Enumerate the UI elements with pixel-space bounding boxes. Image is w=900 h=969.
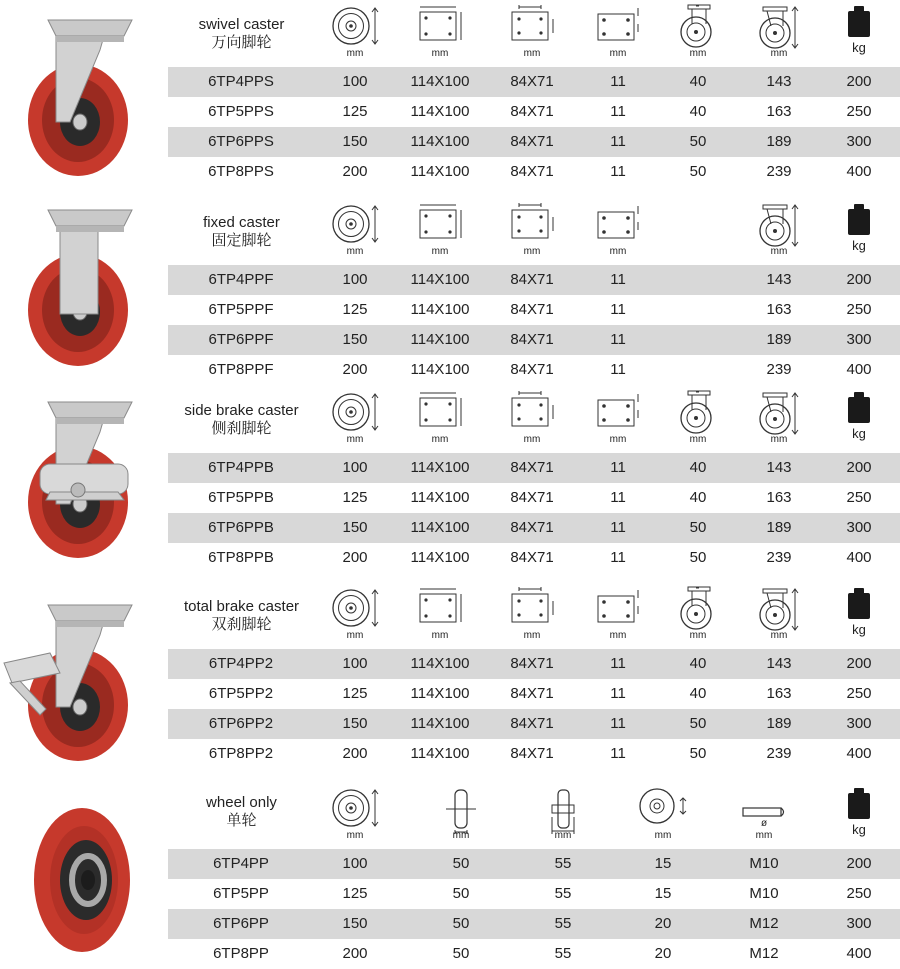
table-row: [168, 265, 900, 295]
spec-value: 100: [342, 271, 368, 288]
spec-value: 50: [689, 163, 707, 180]
unit-mm: mm: [346, 246, 364, 257]
spec-value: 11: [610, 163, 626, 180]
unit-kg: kg: [852, 238, 866, 253]
spec-value: 84X71: [510, 133, 554, 150]
spec-value: 11: [610, 655, 626, 672]
spec-value: 143: [766, 655, 792, 672]
model-number: 6TP6PPB: [208, 519, 274, 536]
unit-mm: mm: [523, 434, 541, 445]
spec-value: 11: [610, 271, 626, 288]
spec-value: 50: [689, 745, 707, 762]
spec-value: 239: [766, 163, 792, 180]
unit-mm: mm: [755, 830, 773, 841]
spec-value: 189: [766, 331, 792, 348]
table-row: [168, 679, 900, 709]
spec-value: 114X100: [410, 519, 470, 536]
weight-kg-icon: [846, 6, 872, 43]
wheel-only-title: [170, 794, 313, 830]
model-number: 6TP8PPS: [208, 163, 274, 180]
spec-value: 50: [452, 945, 470, 962]
spec-value: 100: [342, 655, 368, 672]
spec-value: 55: [554, 885, 572, 902]
unit-mm: mm: [431, 48, 449, 59]
table-row: [168, 909, 900, 939]
spec-value: 114X100: [410, 655, 470, 672]
spec-value: 114X100: [410, 331, 470, 348]
spec-value: 11: [610, 301, 626, 318]
title-en: swivel caster: [198, 16, 285, 33]
spec-value: 250: [846, 685, 872, 702]
spec-value: 11: [610, 489, 626, 506]
total-brake-photo: [0, 595, 170, 770]
table-row: [168, 97, 900, 127]
spec-value: M12: [749, 915, 779, 932]
spec-value: 239: [766, 745, 792, 762]
title-en: wheel only: [206, 794, 277, 811]
spec-value: 143: [766, 271, 792, 288]
spec-value: 163: [766, 685, 792, 702]
model-number: 6TP8PP: [213, 945, 269, 962]
spec-value: 50: [452, 855, 470, 872]
model-number: 6TP4PPS: [208, 73, 274, 90]
spec-value: 84X71: [510, 655, 554, 672]
unit-kg: kg: [852, 40, 866, 55]
model-number: 6TP4PP: [213, 855, 269, 872]
spec-value: 114X100: [410, 685, 470, 702]
unit-mm: mm: [431, 630, 449, 641]
spec-value: 40: [689, 459, 707, 476]
title-cn: 双刹脚轮: [211, 616, 272, 633]
unit-mm: mm: [346, 48, 364, 59]
spec-value: 400: [846, 163, 872, 180]
weight-kg-icon: [846, 588, 872, 625]
spec-value: 150: [342, 715, 368, 732]
table-row: [168, 513, 900, 543]
spec-value: 114X100: [410, 133, 470, 150]
spec-value: 250: [846, 103, 872, 120]
unit-mm: mm: [523, 48, 541, 59]
weight-kg-icon: [846, 204, 872, 241]
model-number: 6TP4PPF: [208, 271, 274, 288]
spec-value: 189: [766, 715, 792, 732]
spec-value: 143: [766, 73, 792, 90]
bolt-hole-spacing-icon: [508, 586, 556, 631]
spec-value: 15: [654, 885, 672, 902]
spec-value: 250: [846, 885, 872, 902]
title-en: fixed caster: [203, 214, 280, 231]
bolt-hole-spacing-icon: [508, 390, 556, 435]
spec-value: 84X71: [510, 103, 554, 120]
spec-value: 84X71: [510, 685, 554, 702]
spec-value: 114X100: [410, 745, 470, 762]
title-cn: 万向脚轮: [211, 34, 272, 51]
unit-kg: kg: [852, 622, 866, 637]
spec-value: 200: [846, 855, 872, 872]
spec-value: 114X100: [410, 271, 470, 288]
model-number: 6TP5PPF: [208, 301, 274, 318]
top-plate-size-icon: [416, 4, 464, 49]
spec-value: M10: [749, 885, 779, 902]
spec-value: 200: [846, 655, 872, 672]
unit-mm: mm: [452, 830, 470, 841]
table-row: [168, 543, 900, 573]
spec-value: 114X100: [410, 103, 470, 120]
unit-mm: mm: [609, 630, 627, 641]
spec-value: 143: [766, 459, 792, 476]
table-row: [168, 483, 900, 513]
table-row: [168, 325, 900, 355]
swivel-photo: [0, 10, 170, 185]
spec-value: 11: [610, 331, 626, 348]
table-row: [168, 67, 900, 97]
model-number: 6TP4PPB: [208, 459, 274, 476]
spec-value: 300: [846, 915, 872, 932]
spec-value: 50: [689, 133, 707, 150]
spec-value: 50: [689, 519, 707, 536]
unit-mm: mm: [654, 830, 672, 841]
weight-kg-icon: [846, 788, 872, 825]
bore-diameter-icon: [637, 786, 689, 831]
unit-mm: mm: [346, 434, 364, 445]
side-brake-photo: [0, 392, 170, 567]
spec-value: M10: [749, 855, 779, 872]
spec-value: 50: [689, 715, 707, 732]
spec-value: 125: [342, 103, 368, 120]
spec-value: 11: [610, 133, 626, 150]
spec-value: 114X100: [410, 489, 470, 506]
spec-value: 20: [654, 915, 672, 932]
spec-value: 15: [654, 855, 672, 872]
spec-value: 200: [342, 549, 368, 566]
spec-value: 200: [342, 745, 368, 762]
total-brake-title: [170, 598, 313, 634]
unit-mm: mm: [554, 830, 572, 841]
title-en: side brake caster: [184, 402, 299, 419]
model-number: 6TP5PPB: [208, 489, 274, 506]
spec-value: 40: [689, 685, 707, 702]
spec-value: 400: [846, 945, 872, 962]
table-row: [168, 355, 900, 385]
table-row: [168, 709, 900, 739]
spec-value: 150: [342, 519, 368, 536]
top-plate-size-icon: [416, 586, 464, 631]
spec-value: 200: [342, 361, 368, 378]
spec-value: 125: [342, 489, 368, 506]
spec-value: 50: [689, 549, 707, 566]
table-row: [168, 849, 900, 879]
table-row: [168, 127, 900, 157]
spec-value: 100: [342, 855, 368, 872]
spec-value: 84X71: [510, 163, 554, 180]
model-number: 6TP6PP: [213, 915, 269, 932]
spec-value: 40: [689, 103, 707, 120]
spec-value: 11: [610, 549, 626, 566]
model-number: 6TP8PPF: [208, 361, 274, 378]
table-row: [168, 295, 900, 325]
title-cn: 固定脚轮: [211, 232, 272, 249]
bolt-hole-diameter-icon: [594, 202, 642, 247]
top-plate-size-icon: [416, 202, 464, 247]
unit-mm: mm: [431, 246, 449, 257]
title-cn: 单轮: [226, 812, 257, 829]
spec-value: 114X100: [410, 715, 470, 732]
spec-value: 55: [554, 945, 572, 962]
spec-value: 11: [610, 361, 626, 378]
spec-value: 40: [689, 655, 707, 672]
spec-value: 300: [846, 133, 872, 150]
unit-mm: mm: [431, 434, 449, 445]
spec-value: 114X100: [410, 459, 470, 476]
spec-value: 150: [342, 133, 368, 150]
spec-value: 150: [342, 915, 368, 932]
bolt-hole-spacing-icon: [508, 202, 556, 247]
spec-value: 189: [766, 519, 792, 536]
spec-value: 20: [654, 945, 672, 962]
fixed-title: [170, 214, 313, 250]
spec-value: 163: [766, 301, 792, 318]
spec-value: 125: [342, 301, 368, 318]
spec-value: 200: [342, 163, 368, 180]
table-row: [168, 879, 900, 909]
spec-value: 84X71: [510, 271, 554, 288]
model-number: 6TP6PPF: [208, 331, 274, 348]
spec-value: 250: [846, 489, 872, 506]
spec-value: 50: [452, 885, 470, 902]
spec-value: 114X100: [410, 361, 470, 378]
wheel-only-photo: [0, 792, 170, 967]
spec-value: 163: [766, 489, 792, 506]
unit-kg: kg: [852, 426, 866, 441]
spec-value: 84X71: [510, 459, 554, 476]
unit-mm: mm: [609, 246, 627, 257]
spec-value: 400: [846, 361, 872, 378]
diameter-symbol: ø: [760, 818, 768, 829]
table-row: [168, 939, 900, 969]
model-number: 6TP8PP2: [208, 745, 274, 762]
spec-value: 200: [846, 459, 872, 476]
side-brake-title: [170, 402, 313, 438]
spec-value: 100: [342, 459, 368, 476]
spec-value: 84X71: [510, 549, 554, 566]
model-number: 6TP5PPS: [208, 103, 274, 120]
unit-mm: mm: [523, 630, 541, 641]
spec-value: 11: [610, 459, 626, 476]
fixed-photo: [0, 200, 170, 375]
spec-value: 11: [610, 519, 626, 536]
spec-value: 300: [846, 331, 872, 348]
spec-value: 239: [766, 549, 792, 566]
spec-value: 200: [846, 271, 872, 288]
table-row: [168, 739, 900, 769]
spec-value: 250: [846, 301, 872, 318]
spec-value: 125: [342, 685, 368, 702]
unit-mm: mm: [689, 434, 707, 445]
spec-value: 55: [554, 855, 572, 872]
table-row: [168, 649, 900, 679]
spec-value: M12: [749, 945, 779, 962]
spec-value: 84X71: [510, 301, 554, 318]
spec-value: 114X100: [410, 301, 470, 318]
spec-value: 40: [689, 73, 707, 90]
spec-value: 114X100: [410, 73, 470, 90]
spec-value: 40: [689, 489, 707, 506]
title-en: total brake caster: [183, 598, 300, 615]
title-cn: 侧刹脚轮: [211, 420, 272, 437]
model-number: 6TP5PP2: [208, 685, 274, 702]
spec-value: 11: [610, 73, 626, 90]
spec-value: 300: [846, 715, 872, 732]
spec-value: 189: [766, 133, 792, 150]
swivel-title: [170, 16, 313, 52]
model-number: 6TP8PPB: [208, 549, 274, 566]
spec-value: 163: [766, 103, 792, 120]
spec-value: 150: [342, 331, 368, 348]
spec-value: 125: [342, 885, 368, 902]
spec-value: 114X100: [410, 163, 470, 180]
bolt-hole-diameter-icon: [594, 586, 642, 631]
bolt-hole-spacing-icon: [508, 4, 556, 49]
top-plate-size-icon: [416, 390, 464, 435]
model-number: 6TP6PPS: [208, 133, 274, 150]
table-row: [168, 157, 900, 187]
spec-value: 84X71: [510, 73, 554, 90]
spec-value: 55: [554, 915, 572, 932]
model-number: 6TP6PP2: [208, 715, 274, 732]
model-number: 6TP5PP: [213, 885, 269, 902]
unit-mm: mm: [689, 48, 707, 59]
unit-mm: mm: [770, 246, 788, 257]
bolt-hole-diameter-icon: [594, 390, 642, 435]
unit-mm: mm: [689, 630, 707, 641]
spec-value: 84X71: [510, 489, 554, 506]
unit-mm: mm: [523, 246, 541, 257]
table-row: [168, 453, 900, 483]
spec-value: 84X71: [510, 715, 554, 732]
spec-value: 84X71: [510, 519, 554, 536]
unit-mm: mm: [770, 434, 788, 445]
spec-value: 400: [846, 549, 872, 566]
spec-value: 84X71: [510, 745, 554, 762]
unit-mm: mm: [770, 48, 788, 59]
weight-kg-icon: [846, 392, 872, 429]
unit-kg: kg: [852, 822, 866, 837]
spec-value: 400: [846, 745, 872, 762]
spec-value: 11: [610, 745, 626, 762]
spec-value: 300: [846, 519, 872, 536]
bolt-hole-diameter-icon: [594, 4, 642, 49]
unit-mm: mm: [346, 630, 364, 641]
unit-mm: mm: [609, 48, 627, 59]
spec-value: 84X71: [510, 331, 554, 348]
unit-mm: mm: [770, 630, 788, 641]
spec-value: 239: [766, 361, 792, 378]
spec-value: 11: [610, 685, 626, 702]
unit-mm: mm: [346, 830, 364, 841]
model-number: 6TP4PP2: [208, 655, 274, 672]
spec-value: 114X100: [410, 549, 470, 566]
spec-value: 84X71: [510, 361, 554, 378]
spec-value: 200: [846, 73, 872, 90]
spec-value: 11: [610, 103, 626, 120]
spec-value: 50: [452, 915, 470, 932]
unit-mm: mm: [609, 434, 627, 445]
spec-value: 200: [342, 945, 368, 962]
spec-value: 100: [342, 73, 368, 90]
spec-value: 11: [610, 715, 626, 732]
